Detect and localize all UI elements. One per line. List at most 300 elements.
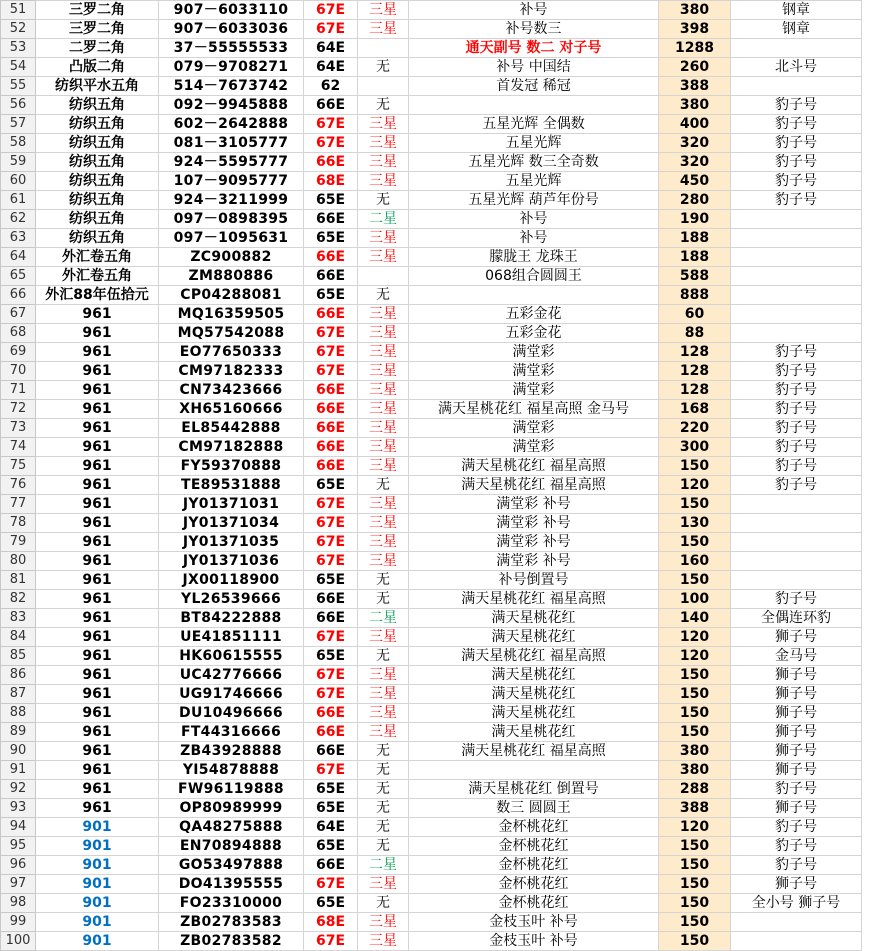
number-type-cell[interactable]: 豹子号	[731, 362, 862, 381]
category-cell[interactable]: 901	[36, 856, 159, 875]
grade-cell[interactable]: 67E	[304, 362, 358, 381]
price-cell[interactable]: 380	[659, 742, 731, 761]
stars-cell[interactable]: 三星	[358, 248, 409, 267]
serial-number-cell[interactable]: EN70894888	[159, 837, 304, 856]
serial-number-cell[interactable]: XH65160666	[159, 400, 304, 419]
price-cell[interactable]: 160	[659, 552, 731, 571]
row-header[interactable]: 52	[1, 20, 36, 39]
price-cell[interactable]: 320	[659, 134, 731, 153]
row-header[interactable]: 51	[1, 1, 36, 20]
category-cell[interactable]: 961	[36, 400, 159, 419]
stars-cell[interactable]: 三星	[358, 362, 409, 381]
stars-cell[interactable]: 无	[358, 571, 409, 590]
feature-note-cell[interactable]: 金枝玉叶 补号	[409, 932, 659, 951]
stars-cell[interactable]: 三星	[358, 115, 409, 134]
number-type-cell[interactable]	[731, 514, 862, 533]
category-cell[interactable]: 三罗二角	[36, 20, 159, 39]
feature-note-cell[interactable]: 满天星桃花红 福星高照	[409, 590, 659, 609]
grade-cell[interactable]: 64E	[304, 39, 358, 58]
price-cell[interactable]: 398	[659, 20, 731, 39]
serial-number-cell[interactable]: FY59370888	[159, 457, 304, 476]
grade-cell[interactable]: 67E	[304, 761, 358, 780]
number-type-cell[interactable]: 全小号 狮子号	[731, 894, 862, 913]
category-cell[interactable]: 961	[36, 780, 159, 799]
price-cell[interactable]: 288	[659, 780, 731, 799]
feature-note-cell[interactable]: 五星光辉	[409, 134, 659, 153]
serial-number-cell[interactable]: CM97182333	[159, 362, 304, 381]
grade-cell[interactable]: 66E	[304, 305, 358, 324]
number-type-cell[interactable]	[731, 248, 862, 267]
row-header[interactable]: 92	[1, 780, 36, 799]
grade-cell[interactable]: 65E	[304, 780, 358, 799]
price-cell[interactable]: 150	[659, 457, 731, 476]
number-type-cell[interactable]: 豹子号	[731, 780, 862, 799]
number-type-cell[interactable]: 狮子号	[731, 742, 862, 761]
grade-cell[interactable]: 67E	[304, 134, 358, 153]
category-cell[interactable]: 纺织五角	[36, 191, 159, 210]
grade-cell[interactable]: 64E	[304, 58, 358, 77]
category-cell[interactable]: 961	[36, 685, 159, 704]
price-cell[interactable]: 168	[659, 400, 731, 419]
feature-note-cell[interactable]: 数三 圆圆王	[409, 799, 659, 818]
serial-number-cell[interactable]: 092－9945888	[159, 96, 304, 115]
category-cell[interactable]: 961	[36, 571, 159, 590]
row-header[interactable]: 89	[1, 723, 36, 742]
category-cell[interactable]: 三罗二角	[36, 1, 159, 20]
price-cell[interactable]: 150	[659, 571, 731, 590]
row-header[interactable]: 64	[1, 248, 36, 267]
row-header[interactable]: 76	[1, 476, 36, 495]
price-cell[interactable]: 150	[659, 685, 731, 704]
feature-note-cell[interactable]: 满堂彩	[409, 343, 659, 362]
feature-note-cell[interactable]: 满天星桃花红	[409, 666, 659, 685]
number-type-cell[interactable]: 金马号	[731, 647, 862, 666]
stars-cell[interactable]: 三星	[358, 666, 409, 685]
feature-note-cell[interactable]: 补号 中国结	[409, 58, 659, 77]
grade-cell[interactable]: 66E	[304, 438, 358, 457]
stars-cell[interactable]: 三星	[358, 723, 409, 742]
row-header[interactable]: 67	[1, 305, 36, 324]
category-cell[interactable]: 961	[36, 590, 159, 609]
number-type-cell[interactable]: 豹子号	[731, 191, 862, 210]
row-header[interactable]: 100	[1, 932, 36, 951]
feature-note-cell[interactable]: 补号	[409, 210, 659, 229]
serial-number-cell[interactable]: ZM880886	[159, 267, 304, 286]
serial-number-cell[interactable]: 097－1095631	[159, 229, 304, 248]
grade-cell[interactable]: 66E	[304, 153, 358, 172]
feature-note-cell[interactable]: 满堂彩	[409, 419, 659, 438]
stars-cell[interactable]: 无	[358, 742, 409, 761]
stars-cell[interactable]: 二星	[358, 856, 409, 875]
number-type-cell[interactable]: 豹子号	[731, 419, 862, 438]
stars-cell[interactable]: 无	[358, 799, 409, 818]
price-cell[interactable]: 88	[659, 324, 731, 343]
feature-note-cell[interactable]: 五星光辉 全偶数	[409, 115, 659, 134]
stars-cell[interactable]: 无	[358, 818, 409, 837]
serial-number-cell[interactable]: JY01371035	[159, 533, 304, 552]
grade-cell[interactable]: 62	[304, 77, 358, 96]
grade-cell[interactable]: 68E	[304, 172, 358, 191]
category-cell[interactable]: 凸版二角	[36, 58, 159, 77]
grade-cell[interactable]: 66E	[304, 704, 358, 723]
feature-note-cell[interactable]: 满堂彩	[409, 381, 659, 400]
serial-number-cell[interactable]: JX00118900	[159, 571, 304, 590]
serial-number-cell[interactable]: ZC900882	[159, 248, 304, 267]
grade-cell[interactable]: 67E	[304, 552, 358, 571]
serial-number-cell[interactable]: QA48275888	[159, 818, 304, 837]
grade-cell[interactable]: 67E	[304, 932, 358, 951]
row-header[interactable]: 58	[1, 134, 36, 153]
row-header[interactable]: 75	[1, 457, 36, 476]
serial-number-cell[interactable]: OP80989999	[159, 799, 304, 818]
stars-cell[interactable]: 三星	[358, 457, 409, 476]
grade-cell[interactable]: 65E	[304, 799, 358, 818]
number-type-cell[interactable]: 豹子号	[731, 856, 862, 875]
price-cell[interactable]: 150	[659, 704, 731, 723]
stars-cell[interactable]: 三星	[358, 400, 409, 419]
category-cell[interactable]: 纺织五角	[36, 96, 159, 115]
price-cell[interactable]: 220	[659, 419, 731, 438]
feature-note-cell[interactable]: 满天星桃花红 福星高照 金马号	[409, 400, 659, 419]
serial-number-cell[interactable]: 37－55555533	[159, 39, 304, 58]
stars-cell[interactable]: 无	[358, 191, 409, 210]
number-type-cell[interactable]: 狮子号	[731, 761, 862, 780]
row-header[interactable]: 68	[1, 324, 36, 343]
row-header[interactable]: 56	[1, 96, 36, 115]
category-cell[interactable]: 961	[36, 419, 159, 438]
grade-cell[interactable]: 66E	[304, 609, 358, 628]
row-header[interactable]: 74	[1, 438, 36, 457]
category-cell[interactable]: 纺织五角	[36, 115, 159, 134]
feature-note-cell[interactable]: 补号	[409, 1, 659, 20]
number-type-cell[interactable]	[731, 571, 862, 590]
number-type-cell[interactable]: 豹子号	[731, 818, 862, 837]
category-cell[interactable]: 961	[36, 609, 159, 628]
serial-number-cell[interactable]: UC42776666	[159, 666, 304, 685]
row-header[interactable]: 80	[1, 552, 36, 571]
stars-cell[interactable]: 三星	[358, 419, 409, 438]
stars-cell[interactable]: 无	[358, 286, 409, 305]
number-type-cell[interactable]	[731, 495, 862, 514]
category-cell[interactable]: 901	[36, 875, 159, 894]
feature-note-cell[interactable]: 金杯桃花红	[409, 856, 659, 875]
feature-note-cell[interactable]: 金枝玉叶 补号	[409, 913, 659, 932]
stars-cell[interactable]	[358, 77, 409, 96]
price-cell[interactable]: 1288	[659, 39, 731, 58]
serial-number-cell[interactable]: 079－9708271	[159, 58, 304, 77]
stars-cell[interactable]: 三星	[358, 172, 409, 191]
serial-number-cell[interactable]: DU10496666	[159, 704, 304, 723]
grade-cell[interactable]: 67E	[304, 343, 358, 362]
price-cell[interactable]: 260	[659, 58, 731, 77]
price-cell[interactable]: 120	[659, 628, 731, 647]
row-header[interactable]: 55	[1, 77, 36, 96]
row-header[interactable]: 79	[1, 533, 36, 552]
stars-cell[interactable]: 无	[358, 590, 409, 609]
category-cell[interactable]: 纺织五角	[36, 229, 159, 248]
serial-number-cell[interactable]: CN73423666	[159, 381, 304, 400]
category-cell[interactable]: 901	[36, 932, 159, 951]
category-cell[interactable]: 961	[36, 457, 159, 476]
row-header[interactable]: 97	[1, 875, 36, 894]
price-cell[interactable]: 380	[659, 96, 731, 115]
stars-cell[interactable]	[358, 39, 409, 58]
row-header[interactable]: 69	[1, 343, 36, 362]
grade-cell[interactable]: 66E	[304, 400, 358, 419]
stars-cell[interactable]: 三星	[358, 875, 409, 894]
category-cell[interactable]: 961	[36, 723, 159, 742]
number-type-cell[interactable]: 北斗号	[731, 58, 862, 77]
number-type-cell[interactable]	[731, 533, 862, 552]
price-cell[interactable]: 120	[659, 476, 731, 495]
row-header[interactable]: 54	[1, 58, 36, 77]
feature-note-cell[interactable]: 补号倒置号	[409, 571, 659, 590]
stars-cell[interactable]: 三星	[358, 1, 409, 20]
grade-cell[interactable]: 67E	[304, 20, 358, 39]
feature-note-cell[interactable]: 满天星桃花红 福星高照	[409, 457, 659, 476]
price-cell[interactable]: 150	[659, 856, 731, 875]
stars-cell[interactable]: 三星	[358, 533, 409, 552]
row-header[interactable]: 77	[1, 495, 36, 514]
serial-number-cell[interactable]: UE41851111	[159, 628, 304, 647]
row-header[interactable]: 53	[1, 39, 36, 58]
grade-cell[interactable]: 66E	[304, 248, 358, 267]
row-header[interactable]: 85	[1, 647, 36, 666]
feature-note-cell[interactable]: 满堂彩 补号	[409, 552, 659, 571]
category-cell[interactable]: 纺织五角	[36, 153, 159, 172]
stars-cell[interactable]: 三星	[358, 552, 409, 571]
serial-number-cell[interactable]: YL26539666	[159, 590, 304, 609]
grade-cell[interactable]: 65E	[304, 286, 358, 305]
stars-cell[interactable]: 无	[358, 837, 409, 856]
stars-cell[interactable]: 三星	[358, 438, 409, 457]
category-cell[interactable]: 外汇88年伍拾元	[36, 286, 159, 305]
grade-cell[interactable]: 67E	[304, 495, 358, 514]
category-cell[interactable]: 961	[36, 552, 159, 571]
category-cell[interactable]: 961	[36, 666, 159, 685]
serial-number-cell[interactable]: 107－9095777	[159, 172, 304, 191]
serial-number-cell[interactable]: MQ57542088	[159, 324, 304, 343]
number-type-cell[interactable]: 豹子号	[731, 134, 862, 153]
feature-note-cell[interactable]: 金杯桃花红	[409, 875, 659, 894]
feature-note-cell[interactable]: 满堂彩	[409, 438, 659, 457]
serial-number-cell[interactable]: GO53497888	[159, 856, 304, 875]
row-header[interactable]: 90	[1, 742, 36, 761]
category-cell[interactable]: 961	[36, 495, 159, 514]
stars-cell[interactable]: 三星	[358, 685, 409, 704]
category-cell[interactable]: 纺织五角	[36, 210, 159, 229]
feature-note-cell[interactable]: 满天星桃花红 福星高照	[409, 476, 659, 495]
serial-number-cell[interactable]: ZB02783583	[159, 913, 304, 932]
feature-note-cell[interactable]: 满天星桃花红	[409, 723, 659, 742]
serial-number-cell[interactable]: EL85442888	[159, 419, 304, 438]
number-type-cell[interactable]	[731, 286, 862, 305]
price-cell[interactable]: 280	[659, 191, 731, 210]
stars-cell[interactable]: 三星	[358, 495, 409, 514]
price-cell[interactable]: 380	[659, 761, 731, 780]
feature-note-cell[interactable]: 朦胧王 龙珠王	[409, 248, 659, 267]
grade-cell[interactable]: 67E	[304, 666, 358, 685]
price-cell[interactable]: 150	[659, 894, 731, 913]
price-cell[interactable]: 388	[659, 799, 731, 818]
number-type-cell[interactable]	[731, 39, 862, 58]
grade-cell[interactable]: 66E	[304, 267, 358, 286]
number-type-cell[interactable]: 豹子号	[731, 476, 862, 495]
number-type-cell[interactable]: 狮子号	[731, 799, 862, 818]
row-header[interactable]: 62	[1, 210, 36, 229]
feature-note-cell[interactable]: 五星光辉 葫芦年份号	[409, 191, 659, 210]
row-header[interactable]: 86	[1, 666, 36, 685]
serial-number-cell[interactable]: EO77650333	[159, 343, 304, 362]
feature-note-cell[interactable]: 补号	[409, 229, 659, 248]
category-cell[interactable]: 961	[36, 761, 159, 780]
stars-cell[interactable]: 无	[358, 476, 409, 495]
number-type-cell[interactable]: 狮子号	[731, 704, 862, 723]
row-header[interactable]: 96	[1, 856, 36, 875]
serial-number-cell[interactable]: JY01371031	[159, 495, 304, 514]
number-type-cell[interactable]: 豹子号	[731, 381, 862, 400]
number-type-cell[interactable]: 豹子号	[731, 837, 862, 856]
feature-note-cell[interactable]: 068组合圆圆王	[409, 267, 659, 286]
price-cell[interactable]: 188	[659, 248, 731, 267]
category-cell[interactable]: 901	[36, 837, 159, 856]
price-cell[interactable]: 888	[659, 286, 731, 305]
category-cell[interactable]: 901	[36, 818, 159, 837]
feature-note-cell[interactable]: 金杯桃花红	[409, 894, 659, 913]
serial-number-cell[interactable]: 924－5595777	[159, 153, 304, 172]
serial-number-cell[interactable]: 514－7673742	[159, 77, 304, 96]
number-type-cell[interactable]: 豹子号	[731, 343, 862, 362]
price-cell[interactable]: 60	[659, 305, 731, 324]
grade-cell[interactable]: 65E	[304, 229, 358, 248]
price-cell[interactable]: 300	[659, 438, 731, 457]
category-cell[interactable]: 961	[36, 533, 159, 552]
feature-note-cell[interactable]: 金杯桃花红	[409, 837, 659, 856]
stars-cell[interactable]: 无	[358, 96, 409, 115]
price-cell[interactable]: 150	[659, 932, 731, 951]
price-cell[interactable]: 150	[659, 666, 731, 685]
serial-number-cell[interactable]: ZB43928888	[159, 742, 304, 761]
price-cell[interactable]: 128	[659, 343, 731, 362]
feature-note-cell[interactable]: 补号数三	[409, 20, 659, 39]
number-type-cell[interactable]	[731, 552, 862, 571]
row-header[interactable]: 72	[1, 400, 36, 419]
grade-cell[interactable]: 67E	[304, 324, 358, 343]
stars-cell[interactable]: 二星	[358, 609, 409, 628]
price-cell[interactable]: 150	[659, 837, 731, 856]
feature-note-cell[interactable]	[409, 286, 659, 305]
price-cell[interactable]: 388	[659, 77, 731, 96]
feature-note-cell[interactable]: 五星光辉 数三全奇数	[409, 153, 659, 172]
price-cell[interactable]: 150	[659, 723, 731, 742]
serial-number-cell[interactable]: HK60615555	[159, 647, 304, 666]
number-type-cell[interactable]: 钢章	[731, 1, 862, 20]
category-cell[interactable]: 961	[36, 628, 159, 647]
category-cell[interactable]: 961	[36, 381, 159, 400]
serial-number-cell[interactable]: FW96119888	[159, 780, 304, 799]
category-cell[interactable]: 961	[36, 438, 159, 457]
serial-number-cell[interactable]: 602－2642888	[159, 115, 304, 134]
grade-cell[interactable]: 66E	[304, 419, 358, 438]
price-cell[interactable]: 320	[659, 153, 731, 172]
grade-cell[interactable]: 66E	[304, 381, 358, 400]
price-cell[interactable]: 400	[659, 115, 731, 134]
feature-note-cell[interactable]: 满天星桃花红 福星高照	[409, 742, 659, 761]
grade-cell[interactable]: 65E	[304, 894, 358, 913]
grade-cell[interactable]: 67E	[304, 875, 358, 894]
row-header[interactable]: 93	[1, 799, 36, 818]
stars-cell[interactable]: 三星	[358, 229, 409, 248]
stars-cell[interactable]: 三星	[358, 153, 409, 172]
number-type-cell[interactable]: 全偶连环豹	[731, 609, 862, 628]
number-type-cell[interactable]: 豹子号	[731, 457, 862, 476]
stars-cell[interactable]	[358, 267, 409, 286]
price-cell[interactable]: 120	[659, 647, 731, 666]
feature-note-cell[interactable]	[409, 96, 659, 115]
row-header[interactable]: 78	[1, 514, 36, 533]
feature-note-cell[interactable]: 满堂彩 补号	[409, 495, 659, 514]
stars-cell[interactable]: 无	[358, 894, 409, 913]
category-cell[interactable]: 外汇卷五角	[36, 267, 159, 286]
feature-note-cell[interactable]	[409, 761, 659, 780]
category-cell[interactable]: 901	[36, 913, 159, 932]
number-type-cell[interactable]	[731, 210, 862, 229]
grade-cell[interactable]: 66E	[304, 590, 358, 609]
category-cell[interactable]: 纺织五角	[36, 134, 159, 153]
stars-cell[interactable]: 无	[358, 647, 409, 666]
number-type-cell[interactable]: 狮子号	[731, 666, 862, 685]
feature-note-cell[interactable]: 金杯桃花红	[409, 818, 659, 837]
category-cell[interactable]: 961	[36, 343, 159, 362]
number-type-cell[interactable]: 豹子号	[731, 590, 862, 609]
number-type-cell[interactable]: 豹子号	[731, 115, 862, 134]
serial-number-cell[interactable]: CP04288081	[159, 286, 304, 305]
grade-cell[interactable]: 67E	[304, 1, 358, 20]
stars-cell[interactable]: 三星	[358, 20, 409, 39]
price-cell[interactable]: 190	[659, 210, 731, 229]
stars-cell[interactable]: 无	[358, 58, 409, 77]
serial-number-cell[interactable]: TE89531888	[159, 476, 304, 495]
feature-note-cell[interactable]: 满天星桃花红 倒置号	[409, 780, 659, 799]
serial-number-cell[interactable]: MQ16359505	[159, 305, 304, 324]
feature-note-cell[interactable]: 满天星桃花红	[409, 685, 659, 704]
serial-number-cell[interactable]: FT44316666	[159, 723, 304, 742]
price-cell[interactable]: 128	[659, 381, 731, 400]
number-type-cell[interactable]: 豹子号	[731, 96, 862, 115]
row-header[interactable]: 73	[1, 419, 36, 438]
category-cell[interactable]: 961	[36, 647, 159, 666]
category-cell[interactable]: 961	[36, 742, 159, 761]
feature-note-cell[interactable]: 满堂彩 补号	[409, 514, 659, 533]
grade-cell[interactable]: 66E	[304, 457, 358, 476]
row-header[interactable]: 88	[1, 704, 36, 723]
row-header[interactable]: 94	[1, 818, 36, 837]
serial-number-cell[interactable]: UG91746666	[159, 685, 304, 704]
stars-cell[interactable]: 三星	[358, 381, 409, 400]
grade-cell[interactable]: 66E	[304, 856, 358, 875]
stars-cell[interactable]: 三星	[358, 514, 409, 533]
feature-note-cell[interactable]: 五彩金花	[409, 324, 659, 343]
row-header[interactable]: 95	[1, 837, 36, 856]
category-cell[interactable]: 961	[36, 305, 159, 324]
feature-note-cell[interactable]: 满堂彩 补号	[409, 533, 659, 552]
category-cell[interactable]: 961	[36, 362, 159, 381]
serial-number-cell[interactable]: 097－0898395	[159, 210, 304, 229]
row-header[interactable]: 83	[1, 609, 36, 628]
number-type-cell[interactable]: 豹子号	[731, 400, 862, 419]
grade-cell[interactable]: 66E	[304, 742, 358, 761]
price-cell[interactable]: 128	[659, 362, 731, 381]
